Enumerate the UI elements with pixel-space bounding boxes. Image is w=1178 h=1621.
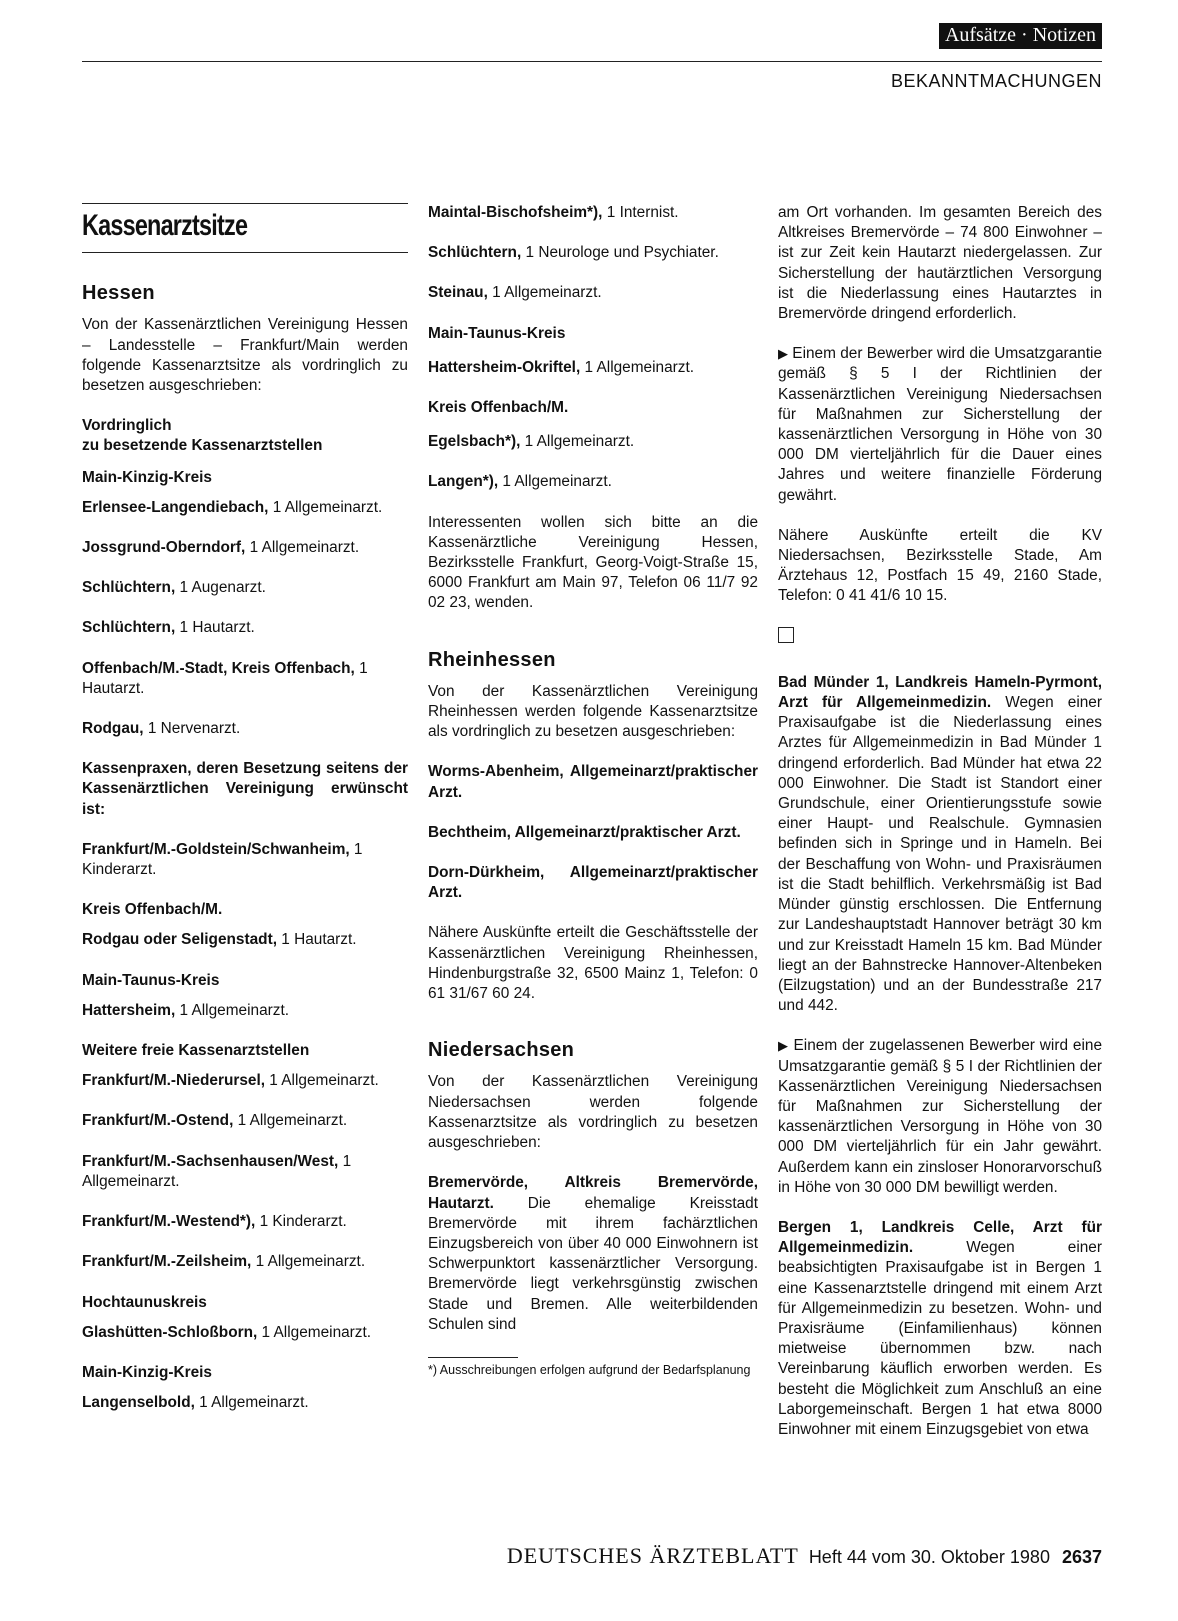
- listing-entry: Offenbach/M.-Stadt, Kreis Offenbach, 1 Hautarzt.: [82, 659, 368, 697]
- region-kreis-offenbach: Kreis Offenbach/M.: [428, 399, 569, 417]
- niedersachsen-intro: Von der Kassenärztlichen Vereinigung Niedersachsen werden folgende Kassenarztsitze als vordringlich zu besetzen ausgeschrieben:: [428, 1073, 758, 1152]
- region-kreis-offenbach: Kreis Offenbach/M.: [82, 901, 223, 919]
- listing-entry: Frankfurt/M.-Sachsenhausen/West, 1 Allgemeinarzt.: [82, 1152, 352, 1190]
- listing-entry: Frankfurt/M.-Ostend, 1 Allgemeinarzt.: [82, 1112, 348, 1130]
- listing-entry: Worms-Abenheim, Allgemeinarzt/praktischer Arzt.: [428, 763, 758, 801]
- heading-rheinhessen: Rheinhessen: [428, 648, 556, 671]
- listing-entry: Glashütten-Schloßborn, 1 Allgemeinarzt.: [82, 1323, 372, 1341]
- heading-hessen: Hessen: [82, 282, 155, 305]
- page-number: 2637: [1061, 1547, 1102, 1567]
- title-rule-top: [82, 203, 408, 204]
- bad-muender-entry: Bad Münder 1, Landkreis Hameln-Pyrmont, Arzt für Allgemeinmedizin. Wegen einer Praxisaufgabe ist die Niederlassung eines Arztes für Allgemeinmedizin in Bad Münder 1 dringend erforderlich. Bad Münder hat etwa 22 000 Einwohner. Die Stadt ist Standort einer Grundschule, einer Orientierungsstufe sowie einer Haupt- und Realschule. Gymnasien befinden sich in Springe und in Hameln. Bei der Beschaffung von Wohn- und Praxisräumen ist die Stadt behilflich. Verkehrsmäßig ist Bad Münder günstig erschlossen. Die Entfernung zur Landeshauptstadt Hannover beträgt 30 km und zur Kreisstadt Hameln 15 km. Bad Münder liegt an der Bahnstrecke Hannover-Altenbeken (Eilzugstation) und an der Bundesstraße 217 und 442.: [778, 673, 1102, 1015]
- listing-entry: Rodgau oder Seligenstadt, 1 Hautarzt.: [82, 931, 357, 949]
- subheading-kassenpraxen: Kassenpraxen, deren Besetzung seitens der Kassenärztlichen Vereinigung erwünscht ist:: [82, 760, 408, 818]
- region-main-taunus: Main-Taunus-Kreis: [428, 324, 566, 342]
- section-label: BEKANNTMACHUNGEN: [890, 71, 1102, 91]
- listing-entry: Frankfurt/M.-Westend*), 1 Kinderarzt.: [82, 1213, 347, 1231]
- end-mark-box-icon: [778, 627, 794, 643]
- listing-entry: Frankfurt/M.-Niederursel, 1 Allgemeinarzt.: [82, 1072, 379, 1090]
- listing-entry: Jossgrund-Oberndorf, 1 Allgemeinarzt.: [82, 539, 360, 557]
- niedersachsen-contact: Nähere Auskünfte erteilt die KV Niedersachsen, Bezirksstelle Stade, Am Ärztehaus 12, Postfach 15 49, 2160 Stade, Telefon: 0 41 41/6 10 15.: [778, 526, 1102, 605]
- listing-entry: Egelsbach*), 1 Allgemeinarzt.: [428, 433, 635, 451]
- paragraph: am Ort vorhanden. Im gesamten Bereich des Altkreises Bremervörde – 74 800 Einwohner – ist zur Zeit kein Hautarzt niedergelassen. Zur Sicherstellung der hautärztlichen Versorgung ist die Niederlassung eines Hautarztes in Bremervörde dringend erforderlich.: [778, 204, 1102, 323]
- column-1: [82, 203, 408, 1433]
- listing-entry: Erlensee-Langendiebach, 1 Allgemeinarzt.: [82, 498, 383, 516]
- heading-niedersachsen: Niedersachsen: [428, 1039, 575, 1062]
- magazine-name: DEUTSCHES ÄRZTEBLATT: [506, 1543, 799, 1568]
- subheading-vordringlich: Vordringlich zu besetzende Kassenarztstellen: [82, 417, 323, 455]
- page-footer: [507, 1543, 1102, 1569]
- listing-entry: Dorn-Dürkheim, Allgemeinarzt/praktischer Arzt.: [428, 864, 758, 902]
- footnote: *) Ausschreibungen erfolgen aufgrund der Bedarfsplanung: [428, 1362, 751, 1377]
- region-hochtaunus: Hochtaunuskreis: [82, 1293, 207, 1311]
- hessen-intro: Von der Kassenärztlichen Vereinigung Hessen – Landesstelle – Frankfurt/Main werden folgende Kassenarztsitze als vordringlich zu besetzen ausgeschrieben:: [82, 316, 408, 395]
- listing-entry: Schlüchtern, 1 Neurologe und Psychiater.: [428, 244, 719, 262]
- listing-entry: Frankfurt/M.-Zeilsheim, 1 Allgemeinarzt.: [82, 1253, 366, 1271]
- arrow-icon: ▶: [778, 346, 789, 362]
- listing-entry: Hattersheim, 1 Allgemeinarzt.: [82, 1001, 290, 1019]
- subheading-weitere: Weitere freie Kassenarztstellen: [82, 1042, 310, 1060]
- region-main-kinzig: Main-Kinzig-Kreis: [82, 1363, 212, 1381]
- top-rule: [82, 61, 1102, 62]
- listing-entry: Bechtheim, Allgemeinarzt/praktischer Arzt.: [428, 823, 741, 841]
- region-main-taunus: Main-Taunus-Kreis: [82, 971, 220, 989]
- footnote-rule: [428, 1357, 518, 1358]
- region-main-kinzig: Main-Kinzig-Kreis: [82, 468, 212, 486]
- listing-entry: Hattersheim-Okriftel, 1 Allgemeinarzt.: [428, 358, 695, 376]
- arrow-icon: ▶: [778, 1038, 789, 1054]
- listing-entry: Steinau, 1 Allgemeinarzt.: [428, 284, 602, 302]
- article-title: Kassenarztsitze: [82, 209, 248, 242]
- bremervoerde-entry: Bremervörde, Altkreis Bremervörde, Hautarzt. Die ehemalige Kreisstadt Bremervörde mit ihrem fachärztlichen Einzugsbereich von über 40 000 Einwohnern ist Schwerpunktort kassenärztlicher Versorgung. Bremervörde liegt verkehrsgünstig zwischen Stade und Bremen. Alle weiterbildenden Schulen sind: [428, 1174, 758, 1333]
- rheinhessen-intro: Von der Kassenärztlichen Vereinigung Rheinhessen werden folgende Kassenarztsitze als vordringlich zu besetzen ausgeschrieben:: [428, 682, 758, 741]
- column-3: [778, 203, 1102, 1440]
- listing-entry: Schlüchtern, 1 Augenarzt.: [82, 579, 266, 597]
- rheinhessen-contact: Nähere Auskünfte erteilt die Geschäftsstelle der Kassenärztlichen Vereinigung Rheinhessen, Hindenburgstraße 32, 6500 Mainz 1, Telefon: 0 61 31/67 60 24.: [428, 924, 758, 1003]
- listing-entry: Frankfurt/M.-Goldstein/Schwanheim, 1 Kinderarzt.: [82, 840, 363, 879]
- listing-entry: Langenselbold, 1 Allgemeinarzt.: [82, 1394, 309, 1412]
- listing-entry: Rodgau, 1 Nervenarzt.: [82, 720, 241, 738]
- issue-info: Heft 44 vom 30. Oktober 1980: [808, 1547, 1050, 1567]
- hessen-contact: Interessenten wollen sich bitte an die Kassenärztliche Vereinigung Hessen, Bezirksstelle Frankfurt, Georg-Voigt-Straße 15, 6000 Frankfurt am Main 97, Telefon 06 11/7 92 02 23, wenden.: [428, 513, 758, 612]
- listing-entry: Maintal-Bischofsheim*), 1 Internist.: [428, 204, 679, 221]
- listing-entry: Schlüchtern, 1 Hautarzt.: [82, 619, 255, 637]
- paragraph: ▶ Einem der zugelassenen Bewerber wird eine Umsatzgarantie gemäß § 5 I der Richtlinien der Kassenärztlichen Vereinigung Niedersachsen für Maßnahmen zur Sicherstellung der kassenärztlichen Versorgung in Höhe von 30 000 DM vierteljährlich für ein Jahr gewährt. Außerdem kann ein zinsloser Honorarvorschuß in Höhe von 30 000 DM bewilligt werden.: [778, 1037, 1102, 1196]
- column-2: [428, 203, 758, 1378]
- paragraph: ▶ Einem der Bewerber wird die Umsatzgarantie gemäß § 5 I der Richtlinien der Kassenärztlichen Vereinigung Niedersachsen für Maßnahmen zur Sicherstellung der kassenärztlichen Versorgung in Höhe von 30 000 DM vierteljährlich für die Dauer eines Jahres und weitere finanzielle Förderung gewährt.: [778, 345, 1102, 504]
- listing-entry: Langen*), 1 Allgemeinarzt.: [428, 473, 612, 491]
- section-tag: Aufsätze · Notizen: [939, 23, 1102, 49]
- bergen-entry: Bergen 1, Landkreis Celle, Arzt für Allgemeinmedizin. Wegen einer beabsichtigten Praxisaufgabe ist in Bergen 1 eine Kassenarztstelle dringend mit einem Arzt für Allgemeinmedizin zu besetzen. Wohn- und Praxisräume (Einfamilienhaus) können mietweise übernommen bzw. nach Vereinbarung käuflich erworben werden. Es besteht die Möglichkeit zum Anschluß an eine Laborgemeinschaft. Bergen 1 hat etwa 8000 Einwohner mit einem Einzugsgebiet von etwa: [778, 1218, 1102, 1438]
